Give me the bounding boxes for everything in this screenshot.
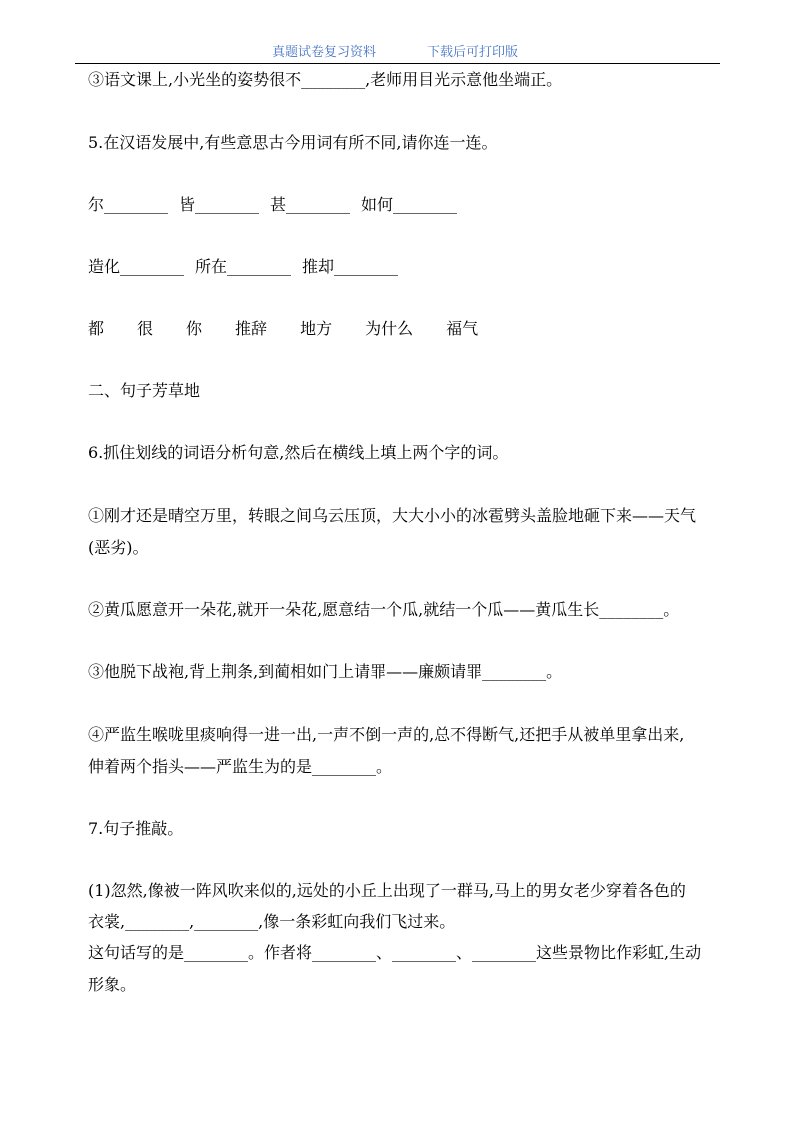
q4-item3: ③语文课上,小光坐的姿势很不________,老师用目光示意他坐端正。 [88,70,563,89]
q7-item1-line3: 这句话写的是________。作者将________、________、________这些景物比作彩虹,生动 [88,943,702,962]
q5-row1-item: 如何________ [361,195,458,214]
q6-item1-line1: ①刚才还是晴空万里，转眼之间乌云压顶，大大小小的冰雹劈头盖脸地砸下来——天气 [88,506,697,525]
q6-item1-line2: (恶劣)。 [88,538,149,557]
q5-row1 [88,195,468,215]
header-right-text: 下载后可打印版 [427,45,519,60]
header-left-text: 真题试卷复习资料 [272,45,377,60]
q7-item1-line2: 衣裳,________,________,像一条彩虹向我们飞过来。 [88,912,456,931]
q5-row1-item: 甚________ [270,195,351,214]
q5-row2-item: 所在________ [195,257,292,276]
q5-row1-item: 尔________ [88,195,169,214]
q6-item4-line2: 伸着两个指头——严监生为的是________。 [88,757,393,776]
q7-item1-line4: 形象。 [88,975,137,994]
q6-prompt: 6.抓住划线的词语分析句意,然后在横线上填上两个字的词。 [88,443,509,462]
q5-option: 都 [88,319,105,338]
q5-option: 地方 [300,319,333,338]
q5-option: 很 [137,319,154,338]
q5-row2 [88,257,409,277]
q7-prompt: 7.句子推敲。 [88,819,184,838]
q6-item3: ③他脱下战袍,背上荆条,到蔺相如门上请罪——廉颇请罪________。 [88,662,563,681]
header-divider [75,63,720,64]
q5-prompt: 5.在汉语发展中,有些意思古今用词有所不同,请你连一连。 [88,133,498,152]
q6-item4-line1: ④严监生喉咙里痰响得一进一出,一声不倒一声的,总不得断气,还把手从被单里拿出来, [88,725,685,744]
q5-row2-item: 造化________ [88,257,185,276]
q5-options [88,319,511,339]
q5-row1-item: 皆________ [179,195,260,214]
q5-option: 为什么 [365,319,414,338]
q5-option: 你 [186,319,203,338]
q7-item1-line1: (1)忽然,像被一阵风吹来似的,远处的小丘上出现了一群马,马上的男女老少穿着各色的 [88,881,686,900]
q6-item2: ②黄瓜愿意开一朵花,就开一朵花,愿意结一个瓜,就结一个瓜——黄瓜生长________。 [88,600,680,619]
section2-title: 二、句子芳草地 [88,381,201,400]
q5-row2-item: 推却________ [302,257,399,276]
q5-option: 推辞 [235,319,268,338]
q5-option: 福气 [446,319,479,338]
